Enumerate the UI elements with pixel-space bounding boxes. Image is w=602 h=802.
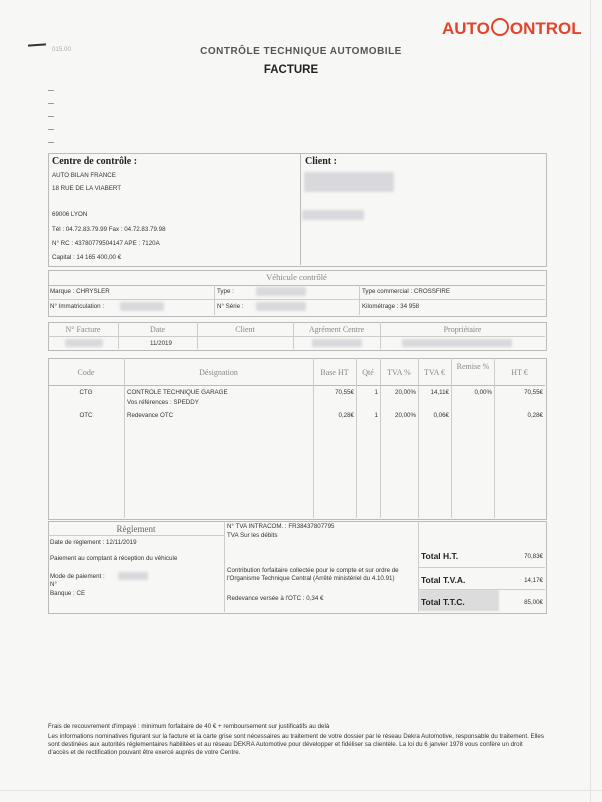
divider <box>300 153 301 265</box>
col-qte: Qté <box>362 368 374 377</box>
divider <box>224 521 225 612</box>
tva-intracom: N° TVA INTRACOM. : FR38437807795 <box>227 523 335 530</box>
reglement-numero: N° <box>50 581 57 588</box>
col-agrement: Agrément Centre <box>308 325 365 334</box>
centre-rc: N° RC : 43780779504147 APE : 7120A <box>52 240 160 247</box>
redacted-proprietaire <box>402 339 512 347</box>
row1-designation: CONTROLE TECHNIQUE GARAGE <box>127 389 228 396</box>
col-remise: Remise % <box>456 362 490 371</box>
vehicle-immatriculation: N° Immatriculation : <box>50 303 105 310</box>
reglement-heading: Règlement <box>116 524 156 534</box>
row2-designation: Redevance OTC <box>127 412 174 419</box>
col-tva-pct: TVA % <box>387 368 411 377</box>
total-ttc-label: Total T.T.C. <box>421 597 465 607</box>
row1-ref: Vos références : SPEDDY <box>127 399 199 406</box>
tva-redevance: Redevance versée à l'OTC : 0,34 € <box>227 595 324 602</box>
page-edge <box>590 0 591 802</box>
row1-code: CTG <box>79 389 93 396</box>
total-tva-label: Total T.V.A. <box>421 575 466 585</box>
redacted-immatriculation <box>120 302 164 311</box>
row2-ht: 0,28€ <box>527 412 543 419</box>
divider <box>380 358 381 518</box>
vehicle-type-commercial: Type commercial : CROSSFIRE <box>362 288 451 295</box>
col-client: Client <box>235 325 255 334</box>
col-ht-eur: HT € <box>511 368 528 377</box>
col-tva-eur: TVA € <box>424 368 445 377</box>
col-code: Code <box>77 368 95 377</box>
divider <box>313 358 314 518</box>
row2-tva-eur: 0,06€ <box>433 412 449 419</box>
reglement-paiement: Paiement au comptant à réception du véhicule <box>50 555 178 562</box>
tva-contribution: Contribution forfaitaire collectée pour le compte et sur ordre de l'Organisme Technique Central (Arrêté ministériel du 4.10.91) <box>227 567 399 582</box>
row2-code: OTC <box>79 412 93 419</box>
centre-client-box <box>48 153 547 267</box>
divider <box>48 385 545 386</box>
divider <box>48 142 54 143</box>
footer-recouvrement: Frais de recouvrement d'impayé : minimum forfaitaire de 40 € + remboursement sur justificatifs au delà <box>48 723 330 730</box>
row1-ht: 70,55€ <box>524 389 543 396</box>
divider <box>48 103 54 104</box>
redacted-type <box>256 287 306 296</box>
redacted-facture-number <box>65 339 103 347</box>
col-base-ht: Base HT <box>320 368 349 377</box>
divider <box>451 358 452 518</box>
document-subtitle: FACTURE <box>263 64 319 76</box>
row2-tva-pct: 20,00% <box>395 412 416 419</box>
reglement-mode: Mode de paiement : <box>50 573 105 580</box>
invoice-date: 11/2019 <box>150 340 172 347</box>
total-ht-value: 70,83€ <box>524 553 543 560</box>
centre-city: 69006 LYON <box>52 211 88 218</box>
autocontrol-logo: AUTO ONTROL <box>442 19 582 38</box>
page-edge <box>0 790 602 791</box>
redacted-client-name <box>304 172 394 192</box>
divider <box>48 535 224 536</box>
vehicle-type: Type : <box>217 288 234 295</box>
redacted-client-address <box>302 210 364 220</box>
reglement-date: Date de règlement : 12/11/2019 <box>50 539 137 546</box>
row1-remise: 0,00% <box>474 389 492 396</box>
total-tva-value: 14,17€ <box>524 577 543 584</box>
row2-qty: 1 <box>374 412 378 419</box>
divider <box>214 285 215 315</box>
divider <box>48 336 545 337</box>
redacted-serie <box>256 302 306 311</box>
row1-tva-pct: 20,00% <box>395 389 416 396</box>
centre-street: 18 RUE DE LA VIABERT <box>52 185 122 192</box>
centre-phone: Tél : 04.72.83.79.99 Fax : 04.72.83.79.98 <box>52 226 166 233</box>
row1-qty: 1 <box>374 389 378 396</box>
footer-informations: Les informations nominatives figurant sur la facture et la carte grise sont nécessaires au traitement de votre dossier par le réseau Dekra Automotive, responsable du traitement. Elles sont destinées aux autorités réglementaires habilitées et au réseau DEKRA Automotive pour développer et fidéliser sa clientèle. La loi du 6 janvier 1978 vous confère un droit d'accès et de rectification pouvant être exercé auprès de votre Centre. <box>48 733 544 756</box>
divider <box>494 358 495 518</box>
reglement-banque: Banque : CE <box>50 590 86 597</box>
vehicle-serie: N° Série : <box>217 303 244 310</box>
document-title: CONTRÔLE TECHNIQUE AUTOMOBILE <box>200 46 402 57</box>
centre-capital: Capital : 14 165 400,00 € <box>52 254 122 261</box>
row1-base: 70,55€ <box>335 389 354 396</box>
total-ttc-value: 85,00€ <box>524 599 543 606</box>
centre-heading: Centre de contrôle : <box>52 156 138 167</box>
divider <box>124 358 125 518</box>
row1-tva-eur: 14,11€ <box>430 389 449 396</box>
centre-name: AUTO BILAN FRANCE <box>52 172 116 179</box>
col-proprietaire: Propriétaire <box>443 325 482 334</box>
divider <box>418 567 545 568</box>
divider <box>48 299 545 300</box>
divider <box>48 129 54 130</box>
col-designation: Désignation <box>199 368 238 377</box>
divider <box>48 116 54 117</box>
divider <box>48 285 545 286</box>
col-facture: N° Facture <box>65 325 101 334</box>
client-heading: Client : <box>305 156 337 167</box>
redacted-mode <box>118 572 148 580</box>
divider <box>359 285 360 315</box>
lines-table <box>48 358 547 520</box>
divider <box>356 358 357 518</box>
redacted-agrement <box>312 339 362 347</box>
row2-base: 0,28€ <box>338 412 354 419</box>
ref-code: 015.00 <box>52 46 71 53</box>
col-date: Date <box>149 325 166 334</box>
total-ht-label: Total H.T. <box>421 551 459 561</box>
vehicle-marque: Marque : CHRYSLER <box>50 288 110 295</box>
vehicle-kilometrage: Kilométrage : 34 958 <box>362 303 420 310</box>
tva-debits: TVA Sur les débits <box>227 532 278 539</box>
divider <box>418 358 419 518</box>
vehicle-heading: Véhicule contrôlé <box>266 272 327 282</box>
divider <box>48 90 54 91</box>
